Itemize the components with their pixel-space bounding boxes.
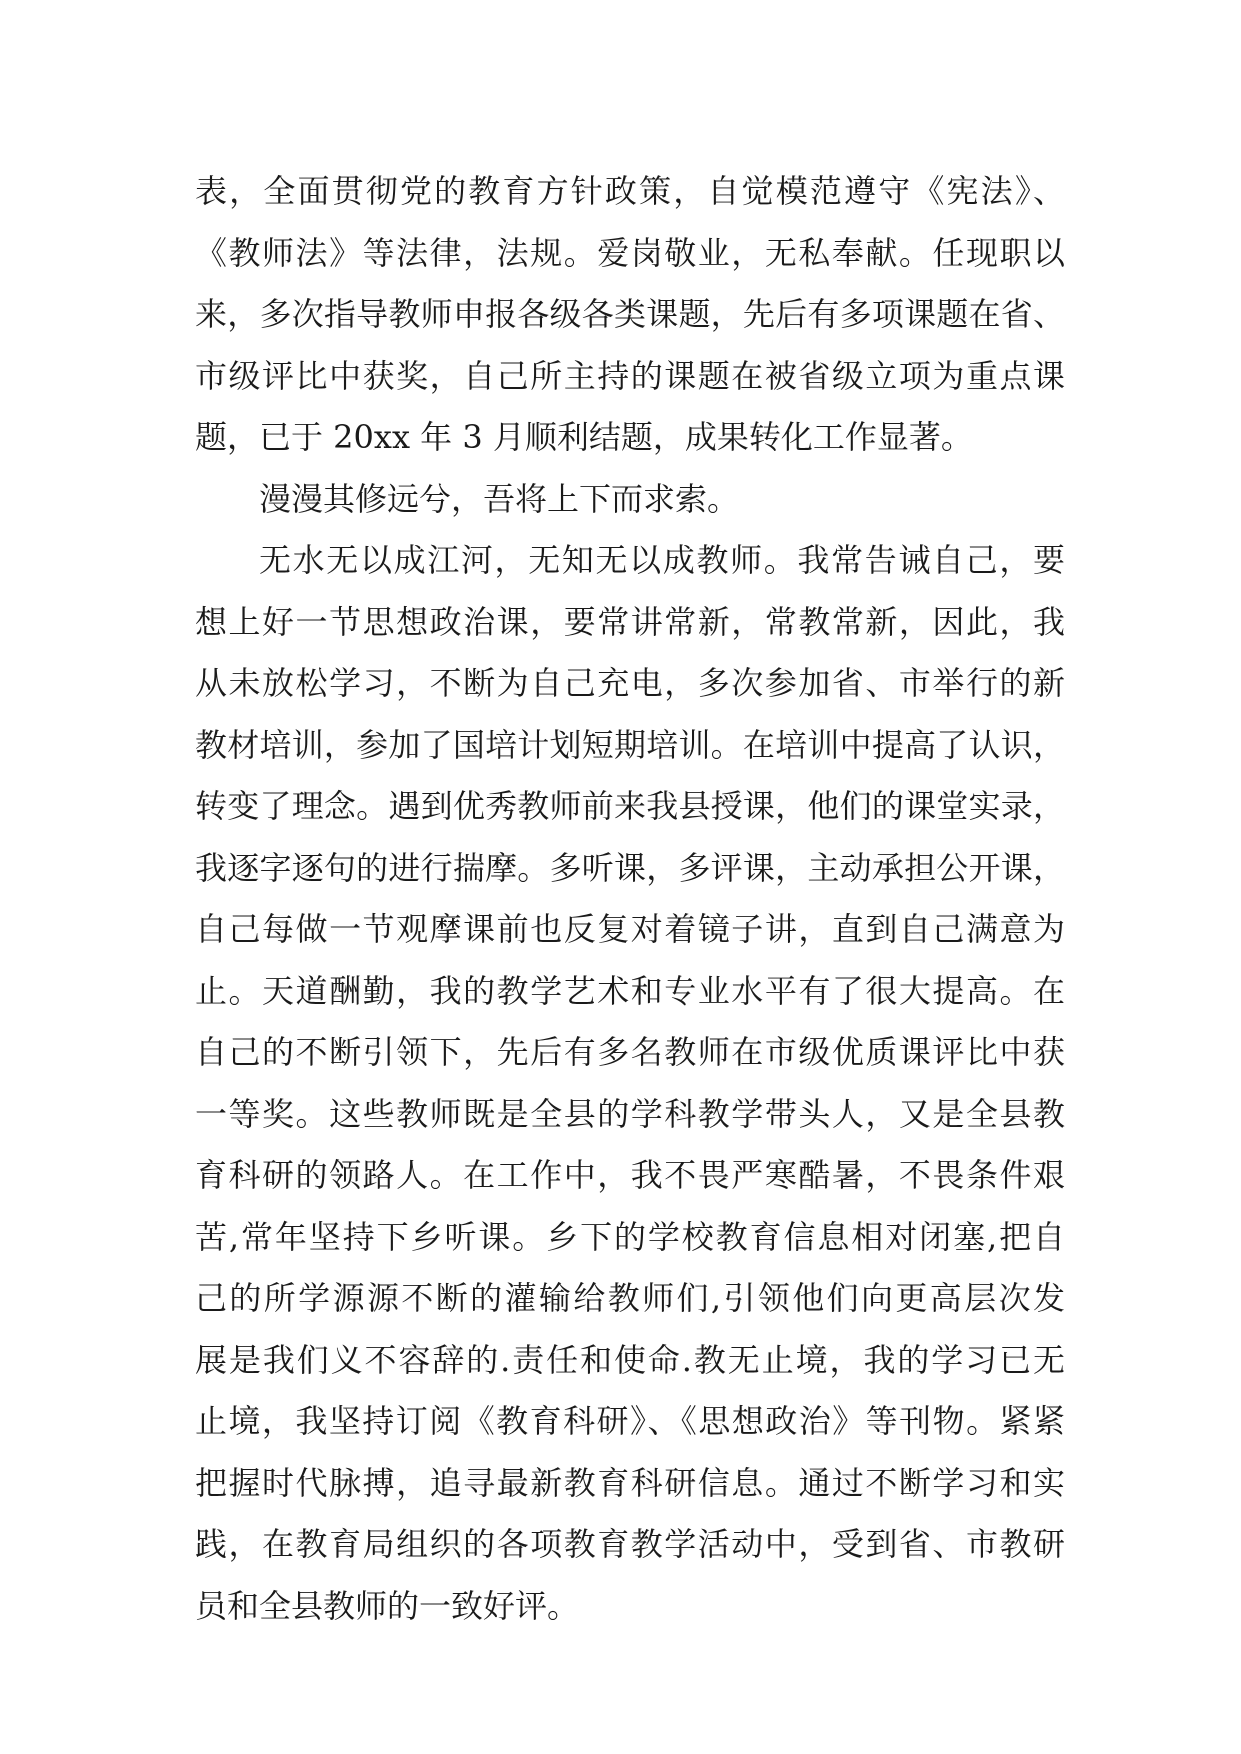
text-line: 教材培训，参加了国培计划短期培训。在培训中提高了认识，	[195, 725, 1065, 764]
text-line: 从未放松学习，不断为自己充电，多次参加省、市举行的新	[195, 664, 1065, 702]
text-line: 来，多次指导教师申报各级各类课题，先后有多项课题在省、	[195, 295, 1065, 333]
text-line: 题，已于 20xx 年 3 月顺利结题，成果转化工作显著。	[195, 418, 973, 456]
text-line: 把握时代脉搏，追寻最新教育科研信息。通过不断学习和实	[195, 1463, 1065, 1502]
text-line: 《教师法》等法律，法规。爱岗敬业，无私奉献。任现职以	[195, 233, 1065, 272]
text-line: 苦,常年坚持下乡听课。乡下的学校教育信息相对闭塞,把自	[195, 1217, 1065, 1256]
text-line: 育科研的领路人。在工作中，我不畏严寒酷暑，不畏条件艰	[195, 1156, 1065, 1194]
text-line: 一等奖。这些教师既是全县的学科教学带头人，又是全县教	[195, 1094, 1065, 1133]
text-line: 表，全面贯彻党的教育方针政策，自觉模范遵守《宪法》、	[195, 172, 1065, 210]
text-line: 市级评比中获奖，自己所主持的课题在被省级立项为重点课	[195, 356, 1065, 395]
text-line: 我逐字逐句的进行揣摩。多听课，多评课，主动承担公开课，	[195, 848, 1065, 887]
text-line: 展是我们义不容辞的.责任和使命.教无止境，我的学习已无	[195, 1340, 1065, 1379]
text-line: 想上好一节思想政治课，要常讲常新，常教常新，因此，我	[195, 602, 1065, 641]
body-text	[195, 161, 1065, 1637]
text-line: 无水无以成江河，无知无以成教师。我常告诫自己，要	[259, 541, 1065, 579]
text-line: 止境，我坚持订阅《教育科研》、《思想政治》等刊物。紧紧	[195, 1402, 1065, 1440]
text-line: 漫漫其修远兮，吾将上下而求索。	[259, 479, 740, 518]
text-line: 止。天道酬勤，我的教学艺术和专业水平有了很大提高。在	[195, 971, 1065, 1010]
text-line: 己的所学源源不断的灌输给教师们,引领他们向更高层次发	[195, 1279, 1065, 1317]
text-line: 转变了理念。遇到优秀教师前来我县授课，他们的课堂实录，	[195, 787, 1065, 825]
text-line: 践，在教育局组织的各项教育教学活动中，受到省、市教研	[195, 1525, 1065, 1563]
text-line: 自己每做一节观摩课前也反复对着镜子讲，直到自己满意为	[195, 910, 1065, 948]
text-line: 自己的不断引领下，先后有多名教师在市级优质课评比中获	[195, 1033, 1065, 1071]
text-line: 员和全县教师的一致好评。	[195, 1586, 580, 1625]
